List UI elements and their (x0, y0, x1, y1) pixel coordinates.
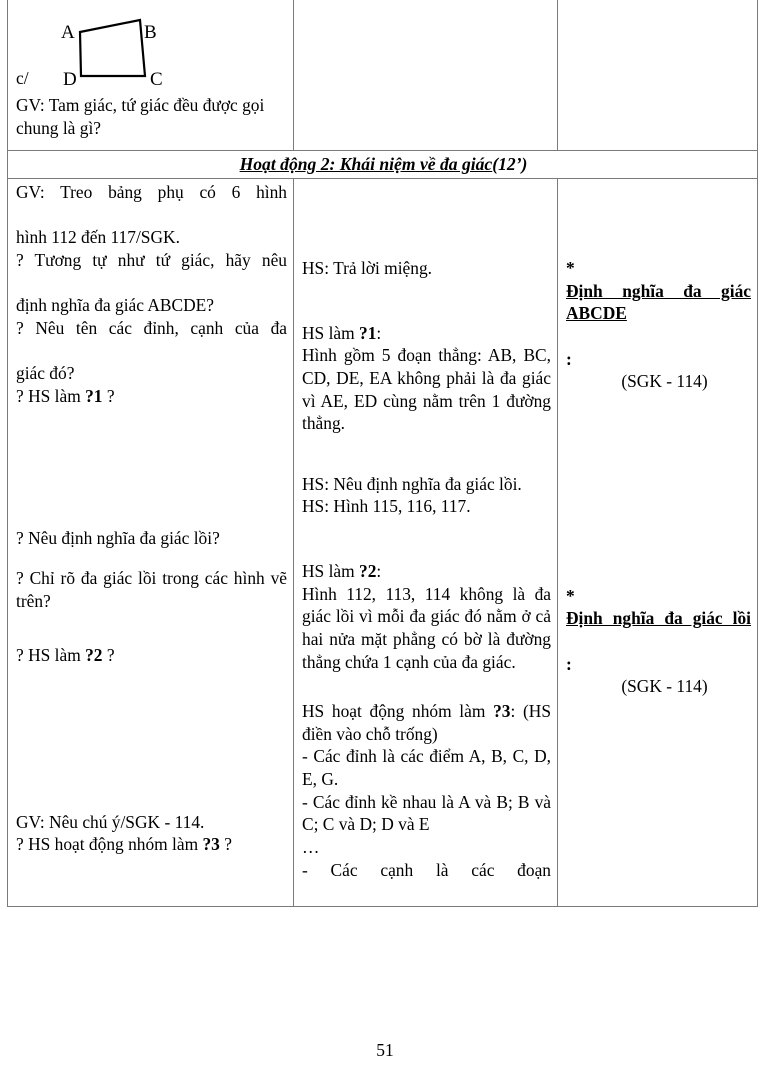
definition-1-reference: (SGK - 114) (621, 371, 708, 392)
gv-line-7-prefix: ? HS làm (16, 385, 86, 406)
activity-heading-title: Hoạt động 2: Khái niệm về đa giác (239, 154, 493, 175)
gv-line-12-suffix: ? (219, 834, 232, 855)
definition-1-title (566, 257, 751, 370)
table-row-activity-heading (8, 151, 758, 179)
definition-2-colon: : (566, 653, 572, 674)
spacer (302, 181, 551, 257)
gv-line-3: ? Tương tự như tứ giác, hãy nêu (16, 249, 287, 270)
vertex-label-c: C (150, 69, 163, 90)
definition-1-colon: : (566, 348, 572, 369)
cell-hs-content (294, 179, 558, 907)
gv-line-7 (16, 385, 287, 408)
table-row-activity-body (8, 179, 758, 907)
gv-line-4: định nghĩa đa giác ABCDE? (16, 295, 215, 316)
hs-line-3: HS: Nêu định nghĩa đa giác lồi. (302, 473, 522, 494)
spacer (302, 673, 551, 700)
gv-question-text: GV: Tam giác, tứ giác đều được gọi chung là gì? (16, 95, 265, 138)
hs-line-6-suffix: : (HS điền vào chỗ trống) (302, 701, 551, 744)
gv-line-12-ref: ?3 (202, 834, 220, 855)
spacer (302, 518, 551, 560)
figure-item-label: c/ (16, 68, 29, 88)
gv-line-6: giác đó? (16, 363, 75, 384)
spacer (16, 407, 287, 527)
hs-line-5-prefix: HS làm (302, 561, 360, 582)
hs-line-6-prefix: HS hoạt động nhóm làm (302, 701, 494, 722)
spacer (16, 550, 287, 567)
hs-line-5-ref: ?2 (359, 561, 377, 582)
cell-activity-heading (8, 151, 758, 179)
hs-bullet-1: - Các đỉnh là các điểm A, B, C, D, E, G. (302, 746, 551, 790)
gv-line-5: ? Nêu tên các đỉnh, cạnh của đa (16, 317, 287, 338)
definition-1-bullet: * (566, 258, 575, 279)
cell-ghi-empty (558, 0, 758, 151)
hs-paragraph-2: Hình 112, 113, 114 không là đa giác lồi vì mỗi đa giác đó nằm ở cả hai nửa mặt phẳng có bờ là đường thẳng chứa 1 cạnh của đa giác. (302, 583, 551, 672)
hs-paragraph-1: Hình gồm 5 đoạn thẳng: AB, BC, CD, DE, EA không phải là đa giác vì AE, ED cùng nằm trên 1 đường thẳng. (302, 345, 551, 434)
quadrilateral-figure (16, 2, 287, 94)
hs-line-4: HS: Hình 115, 116, 117. (302, 496, 471, 517)
spacer (302, 280, 551, 322)
definition-2-title (566, 585, 751, 676)
gv-line-7-ref: ?1 (85, 385, 103, 406)
activity-heading-duration: (12’) (492, 154, 528, 175)
hs-bullet-3: - Các cạnh là các đoạn (302, 859, 551, 880)
hs-line-2-ref: ?1 (359, 322, 377, 343)
gv-line-12 (16, 833, 287, 856)
spacer (302, 435, 551, 473)
vertex-label-b: B (144, 22, 157, 43)
gv-line-2: hình 112 đến 117/SGK. (16, 227, 180, 248)
spacer (566, 181, 751, 257)
spacer (566, 393, 751, 585)
table-row-figure (8, 0, 758, 151)
hs-line-2 (302, 322, 551, 345)
activity-heading (240, 154, 528, 174)
vertex-label-d: D (63, 69, 77, 90)
hs-line-5-suffix: : (376, 561, 382, 582)
definition-2-bullet: * (566, 585, 575, 606)
hs-line-2-prefix: HS làm (302, 322, 360, 343)
hs-ellipsis: … (302, 836, 320, 857)
gv-line-10 (16, 644, 287, 667)
gv-line-11: GV: Nêu chú ý/SGK - 114. (16, 811, 205, 832)
cell-gv-figure (8, 0, 294, 151)
vertex-label-a: A (61, 22, 75, 43)
gv-line-10-ref: ?2 (85, 645, 103, 666)
lesson-plan-table (7, 0, 758, 907)
gv-line-12-prefix: ? HS hoạt động nhóm làm (16, 834, 203, 855)
hs-line-6-ref: ?3 (493, 701, 511, 722)
gv-line-10-suffix: ? (102, 645, 115, 666)
hs-line-1: HS: Trả lời miệng. (302, 258, 432, 279)
spacer (16, 612, 287, 644)
cell-hs-empty (294, 0, 558, 151)
definition-1-text: Định nghĩa đa giác ABCDE (566, 280, 751, 324)
gv-line-7-suffix: ? (102, 385, 115, 406)
definition-2-reference: (SGK - 114) (621, 676, 708, 697)
hs-bullet-2: - Các đỉnh kề nhau là A và B; B và C; C và D; D và E (302, 791, 551, 835)
gv-line-9: ? Chỉ rõ đa giác lồi trong các hình vẽ trên? (16, 567, 287, 611)
spacer (16, 667, 287, 811)
definition-2-text: Định nghĩa đa giác lồi (566, 608, 751, 629)
cell-gv-content (8, 179, 294, 907)
gv-line-10-prefix: ? HS làm (16, 645, 86, 666)
page-number: 51 (376, 1040, 394, 1060)
gv-line-1: GV: Treo bảng phụ có 6 hình (16, 182, 287, 203)
gv-line-8: ? Nêu định nghĩa đa giác lồi? (16, 528, 220, 549)
hs-line-5 (302, 560, 551, 583)
spacer (16, 139, 287, 148)
cell-ghi-content (558, 179, 758, 907)
hs-line-2-suffix: : (376, 322, 382, 343)
hs-line-6 (302, 700, 551, 745)
